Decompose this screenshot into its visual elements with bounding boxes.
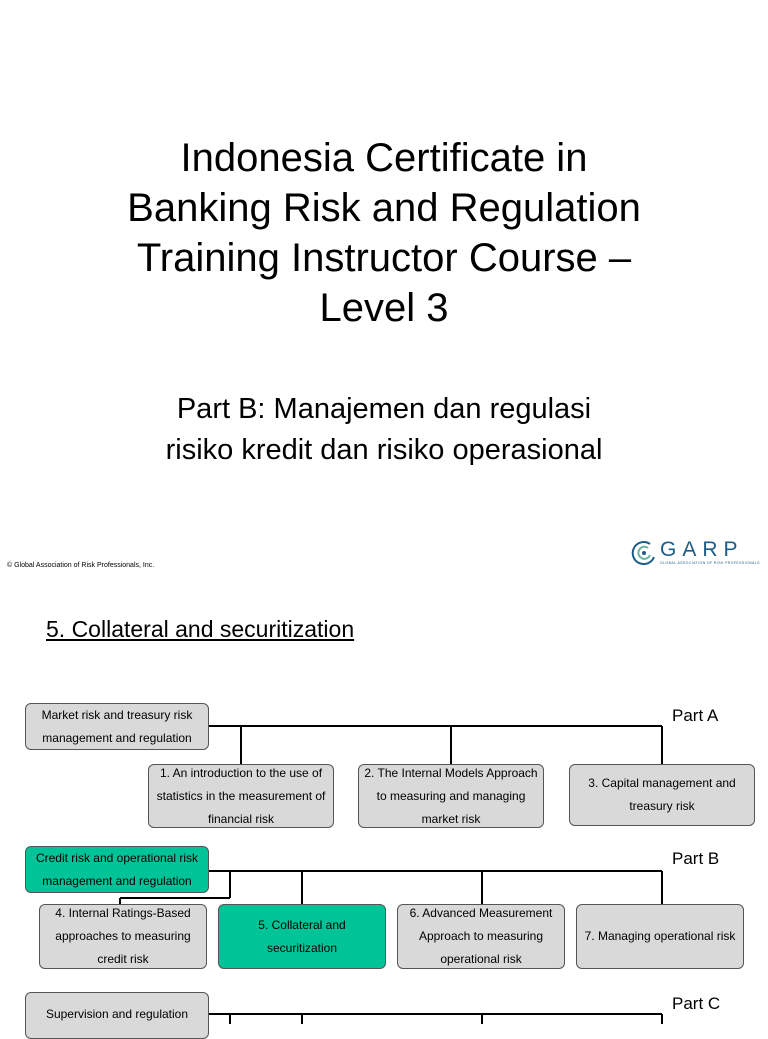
subtitle-line: Part B: Manajemen dan regulasi	[176, 393, 592, 425]
group-box-supervision: Supervision and regulation	[25, 992, 209, 1039]
slide-title	[40, 133, 728, 333]
module-box-1: 1. An introduction to the use of statistics in the measurement of financial risk	[148, 764, 334, 828]
logo-tagline: GLOBAL ASSOCIATION OF RISK PROFESSIONALS	[660, 561, 760, 565]
module-map-slide	[0, 588, 768, 1024]
copyright-notice: © Global Association of Risk Professionals, Inc.	[7, 562, 155, 569]
title-line: Training Instructor Course –	[136, 236, 632, 280]
title-line: Level 3	[319, 286, 449, 330]
part-c-label: Part C	[672, 994, 721, 1013]
module-box-6: 6. Advanced Measurement Approach to measuring operational risk	[397, 904, 565, 969]
section-title: 5. Collateral and securitization	[46, 616, 355, 642]
group-box-credit-operational-risk: Credit risk and operational risk management and regulation	[25, 846, 209, 893]
slide-subtitle	[40, 389, 728, 471]
module-box-2: 2. The Internal Models Approach to measuring and managing market risk	[358, 764, 544, 828]
garp-logo	[630, 536, 758, 570]
part-b-label: Part B	[672, 849, 720, 868]
title-line: Indonesia Certificate in	[180, 136, 588, 180]
garp-swirl-icon	[630, 539, 658, 567]
module-box-3: 3. Capital management and treasury risk	[569, 764, 755, 826]
logo-wordmark: GARP	[660, 538, 744, 561]
subtitle-line: risiko kredit dan risiko operasional	[165, 434, 603, 466]
group-box-market-risk: Market risk and treasury risk management and regulation	[25, 703, 209, 750]
part-a-label: Part A	[672, 706, 719, 725]
title-line: Banking Risk and Regulation	[127, 186, 641, 230]
module-box-5-current: 5. Collateral and securitization	[218, 904, 386, 969]
module-box-4: 4. Internal Ratings-Based approaches to measuring credit risk	[39, 904, 207, 969]
module-box-7: 7. Managing operational risk	[576, 904, 744, 969]
